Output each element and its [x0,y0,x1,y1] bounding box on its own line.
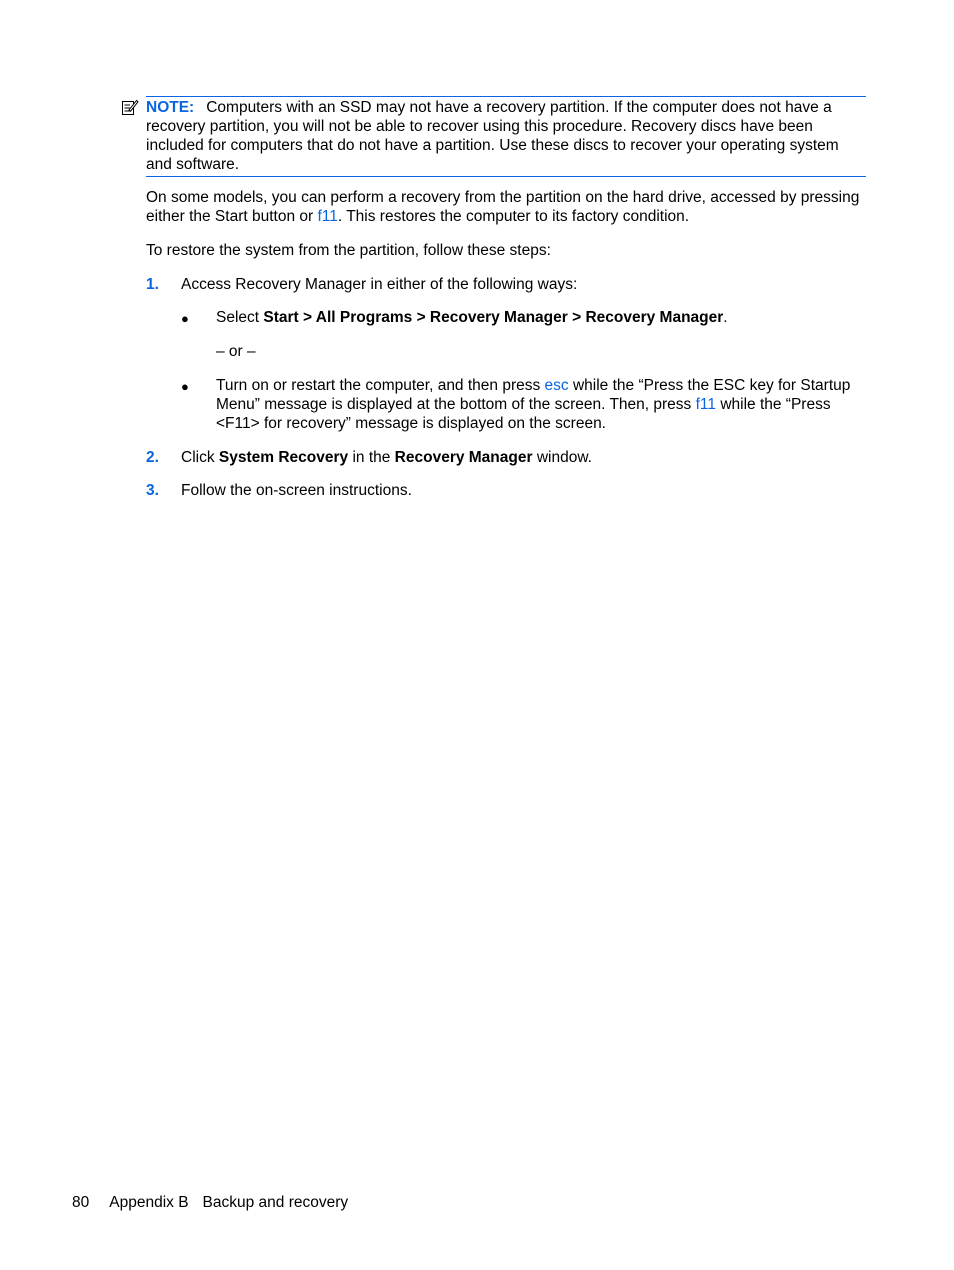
step-text: Follow the on-screen instructions. [181,482,412,499]
step-text: Access Recovery Manager in either of the following ways: [181,276,578,293]
page-number: 80 [72,1194,90,1211]
note-pencil-icon [121,98,139,116]
f11-key: f11 [695,396,717,413]
system-recovery-label: System Recovery [218,449,349,466]
footer-title: Backup and recovery [202,1194,349,1211]
bullet-text: while the “Press the ESC key for Startup Menu” message is displayed at the bottom of the screen. Then, press [216,377,851,413]
step-text [181,448,868,467]
intro-text-after: . This restores the computer to its factory condition. [337,208,690,225]
f11-key: f11 [317,208,338,225]
bullet-text: Turn on or restart the computer, and then press [216,377,545,394]
recovery-manager-label: Recovery Manager [394,449,533,466]
step-number: 1. [146,276,159,293]
note-text: Computers with an SSD may not have a recovery partition. If the computer does not have a recovery partition, you will not be able to recover using this procedure. Recovery discs have been included for computers that do not have a partition. Use these discs to recover your operating system and software. [146,99,839,173]
bullet-text: while the “Press <F11> for recovery” message is displayed on the screen. [216,396,831,432]
intro-text-before: On some models, you can perform a recovery from the partition on the hard drive, accessed by pressing either the Start button or [146,189,860,225]
step-number: 3. [146,482,159,499]
step-middle: in the [348,449,395,466]
bullet-dot-icon: ● [181,379,189,394]
step-suffix: window. [532,449,592,466]
intro-paragraph [146,188,868,226]
step-number: 2. [146,449,159,466]
note-callout [146,96,866,177]
bullet-dot-icon: ● [181,311,189,326]
menu-path: Start > All Programs > Recovery Manager > Recovery Manager [263,309,724,326]
steps-intro: To restore the system from the partition, follow these steps: [146,242,551,259]
note-label: NOTE: [146,99,195,116]
bullet-prefix: Select [216,309,264,326]
bullet-item [216,308,868,327]
bullet-item [216,376,870,433]
step-prefix: Click [181,449,219,466]
or-separator: – or – [216,343,256,360]
esc-key: esc [544,377,569,394]
bullet-suffix: . [723,309,728,326]
page-footer [72,1193,348,1212]
footer-section: Appendix B [109,1194,189,1211]
